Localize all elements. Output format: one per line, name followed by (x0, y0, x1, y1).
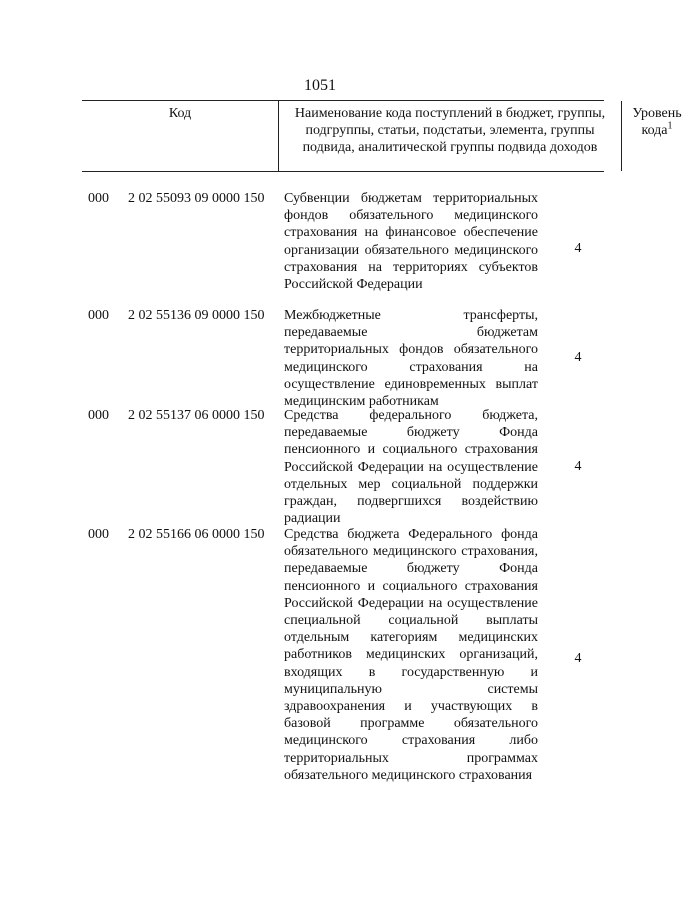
row-code-level: 4 (574, 651, 582, 666)
row-income-code: 2 02 55166 06 0000 150 (128, 527, 265, 542)
row-income-name: Средства федерального бюджета, передаваемые бюджету Фонда пенсионного и социального страхования Российской Федерации на осуществление отдельных мер социальной поддержки граждан, подвергшихся воздействию радиации (284, 408, 538, 527)
row-admin-code: 000 (88, 408, 109, 423)
row-income-code: 2 02 55093 09 0000 150 (128, 191, 265, 206)
row-income-name: Субвенции бюджетам территориальных фондов обязательного медицинского страхования на финансовое обеспечение организации обязательного медицинского страхования на территориях субъектов Российской Федерации (284, 191, 538, 293)
row-admin-code: 000 (88, 191, 109, 206)
row-code-level: 4 (574, 350, 582, 365)
header-level-footnote: 1 (667, 120, 673, 132)
row-income-code: 2 02 55137 06 0000 150 (128, 408, 265, 423)
row-income-name: Межбюджетные трансферты, передаваемые бюджетам территориальных фондов обязательного медицинского страхования на осуществление единовременных выплат медицинским работникам (284, 308, 538, 410)
header-name-label: Наименование кода поступлений в бюджет, группы, подгруппы, статьи, подстатьи, элемента, группы подвида, аналитической группы подвида доходов (278, 101, 622, 171)
row-income-code: 2 02 55136 09 0000 150 (128, 308, 265, 323)
header-level-cell (622, 101, 692, 171)
row-admin-code: 000 (88, 308, 109, 323)
row-code-level: 4 (574, 241, 582, 256)
row-admin-code: 000 (88, 527, 109, 542)
page-number: 1051 (304, 77, 336, 94)
row-code-level: 4 (574, 459, 582, 474)
row-income-name: Средства бюджета Федерального фонда обязательного медицинского страхования, передаваемые бюджету Фонда пенсионного и социального страхования Российской Федерации на осуществление специальной социальной выплаты отдельным категориям медицинских работников медицинских организаций, входящих в государственную и муниципальную системы здравоохранения и участвующих в базовой программе обязательного медицинского страхования либо территориальных программах обязательного медицинского страхования (284, 527, 538, 783)
header-code-label: Код (168, 106, 192, 121)
header-level-label: Уровень кода (632, 106, 682, 138)
table-header (82, 100, 682, 172)
